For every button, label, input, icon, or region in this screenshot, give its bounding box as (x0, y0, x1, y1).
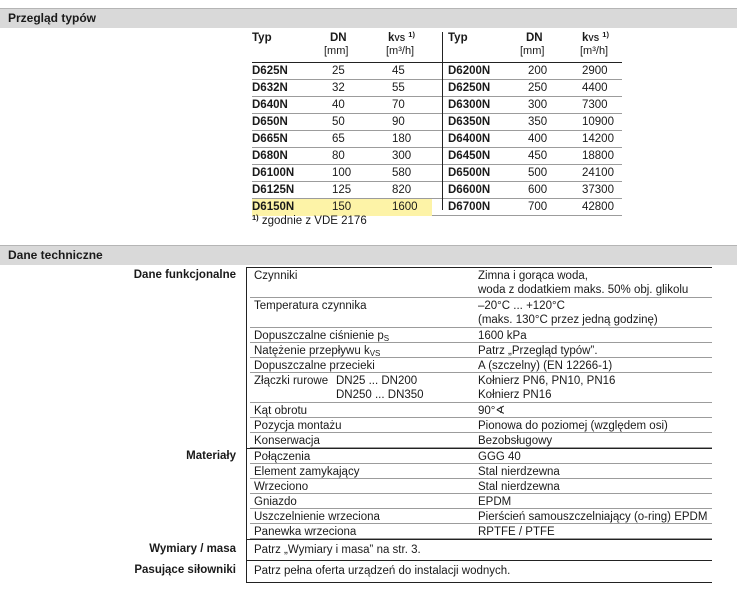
cell-dn: 500 (528, 167, 548, 179)
cell-dn: 25 (332, 65, 345, 77)
dimensions-text: Patrz „Wymiary i masa” na str. 3. (254, 544, 421, 556)
cell-typ: D6400N (448, 133, 491, 145)
tech-row-value-line: A (szczelny) (EN 12266-1) (478, 360, 613, 372)
tech-row-label-text: Dopuszczalne przecieki (254, 360, 375, 372)
tech-row (250, 524, 712, 539)
cell-dn: 250 (528, 82, 548, 94)
tech-row-value-line: woda z dodatkiem maks. 50% obj. glikolu (478, 284, 689, 296)
tech-row (250, 433, 712, 448)
tech-row-value-line: GGG 40 (478, 451, 521, 463)
types-table-header (252, 32, 622, 60)
tech-row-value-line: EPDM (478, 496, 512, 508)
tech-row-label (254, 480, 308, 494)
tech-row-label-text: Panewka wrzeciona (254, 526, 357, 538)
cell-typ: D6450N (448, 150, 491, 162)
cell-dn: 80 (332, 150, 345, 162)
tech-row-value-line: Bezobsługowy (478, 435, 553, 447)
tech-row (250, 563, 712, 579)
header-dn: DN (330, 32, 347, 44)
pipe-size-b: DN250 ... DN350 (336, 389, 424, 401)
group-divider (246, 267, 247, 448)
tech-row-label-text: Dopuszczalne ciśnienie p (254, 330, 384, 342)
tech-row-value-line: 90°∢ (478, 405, 506, 417)
footnote: $^{1)}$ zgodnie z VDE 2176 (252, 213, 367, 227)
tech-row-label (254, 374, 328, 388)
cell-kvs: 10900 (582, 116, 614, 128)
tech-row-value (478, 510, 707, 524)
tech-row-value (478, 299, 658, 327)
tech-row-label-text: Złączki rurowe (254, 375, 329, 387)
tech-row-label (254, 434, 320, 448)
group-divider (246, 560, 247, 582)
group-rule (246, 582, 712, 583)
cell-dn: 400 (528, 133, 548, 145)
cell-dn: 300 (528, 99, 548, 111)
cell-kvs: 70 (392, 99, 405, 111)
cell-kvs: 45 (392, 65, 405, 77)
cell-dn: 50 (332, 116, 345, 128)
cell-dn: 450 (528, 150, 548, 162)
cell-kvs: 4400 (582, 82, 608, 94)
tech-row-value-line: Kołnierz PN6, PN10, PN16 (478, 375, 616, 387)
tech-row-value-line: 1600 kPa (478, 330, 527, 342)
cell-typ: D6600N (448, 184, 491, 196)
tech-row-value-line: (maks. 130°C przez jedną godzinę) (478, 314, 658, 326)
cell-typ: D6300N (448, 99, 491, 111)
cell-kvs: 180 (392, 133, 412, 145)
section-header-technical-data: Dane techniczne (0, 245, 737, 265)
tech-row-label-text: Konserwacja (254, 435, 320, 447)
table-row (252, 97, 622, 114)
tech-row-label (254, 495, 297, 509)
header-dn-right: DN (526, 32, 543, 44)
cell-kvs: 42800 (582, 201, 614, 213)
actuators-text: Patrz pełna oferta urządzeń do instalacji wodnych. (254, 565, 511, 577)
cell-typ: D6700N (448, 201, 491, 213)
tech-row (250, 418, 712, 433)
table-row (252, 63, 622, 80)
group-rule (246, 539, 712, 540)
header-typ-right: Typ (448, 32, 468, 44)
tech-row-label-text: Wrzeciono (254, 481, 309, 493)
table-row (252, 199, 622, 216)
tech-row-label-text: Kąt obrotu (254, 405, 308, 417)
tech-row-value (478, 495, 511, 509)
tech-row-value (478, 359, 612, 373)
tech-row (250, 328, 712, 343)
cell-kvs: 7300 (582, 99, 608, 111)
cell-kvs: 18800 (582, 150, 614, 162)
tech-row-label-text: Uszczelnienie wrzeciona (254, 511, 380, 523)
table-row (252, 80, 622, 97)
tech-row-value (478, 374, 615, 402)
cell-kvs: 1600 (392, 201, 418, 213)
tech-row-label (254, 344, 380, 359)
tech-row-label (254, 269, 297, 283)
tech-row-value (478, 404, 505, 418)
cell-typ: D6150N (252, 201, 295, 213)
tech-row (250, 494, 712, 509)
tech-row-value-line: RPTFE / PTFE (478, 526, 555, 538)
tech-row-label (254, 404, 307, 418)
tech-row-value-line: Pionowa do poziomej (względem osi) (478, 420, 668, 432)
table-row (252, 131, 622, 148)
tech-row-label (254, 450, 310, 464)
tech-row-value (478, 344, 598, 358)
tech-row-value-line: Stal nierdzewna (478, 466, 560, 478)
tech-row (250, 449, 712, 464)
cell-dn: 600 (528, 184, 548, 196)
cell-kvs: 580 (392, 167, 412, 179)
section-header-types: Przegląd typów (0, 8, 737, 28)
tech-row (250, 343, 712, 358)
cell-typ: D6500N (448, 167, 491, 179)
tech-row-value (478, 329, 527, 343)
header-kvs: kVS $^{1)}$ (388, 30, 415, 44)
cell-kvs: 55 (392, 82, 405, 94)
column-divider (442, 32, 443, 210)
tech-row-value (478, 450, 521, 464)
cell-typ: D6100N (252, 167, 295, 179)
tech-row-value-line: Pierścień samouszczelniający (o-ring) EPDM (478, 511, 708, 523)
tech-row-label-text: Pozycja montażu (254, 420, 342, 432)
cell-dn: 100 (332, 167, 352, 179)
cell-dn: 150 (332, 201, 352, 213)
tech-row-label-text: Gniazdo (254, 496, 297, 508)
tech-row (250, 358, 712, 373)
cell-typ: D6125N (252, 184, 295, 196)
tech-row-value-line: –20°C ... +120°C (478, 300, 565, 312)
tech-row-value (478, 465, 560, 479)
tech-row (250, 464, 712, 479)
tech-row-value-line: Zimna i gorąca woda, (478, 270, 588, 282)
tech-row (250, 298, 712, 328)
tech-row (250, 542, 712, 558)
tech-row-value (478, 480, 560, 494)
header-dn-unit-right: [mm] (520, 45, 545, 57)
group-label: Materiały (186, 450, 236, 462)
tech-row-value-line: Kołnierz PN16 (478, 389, 552, 401)
tech-row-label-text: Element zamykający (254, 466, 360, 478)
pipe-size-a: DN25 ... DN200 (336, 375, 418, 387)
tech-row-label (254, 510, 380, 524)
group-divider (246, 539, 247, 560)
cell-typ: D6350N (448, 116, 491, 128)
cell-typ: D650N (252, 116, 288, 128)
group-label: Dane funkcjonalne (133, 269, 236, 281)
tech-row-label-text: Natężenie przepływu k (254, 345, 370, 357)
tech-row-value (478, 434, 552, 448)
header-kvs-unit: [m³/h] (386, 45, 415, 57)
tech-row-label-sub: VS (369, 349, 381, 358)
group-label: Pasujące siłowniki (134, 564, 236, 576)
tech-row (250, 403, 712, 418)
cell-kvs: 300 (392, 150, 412, 162)
cell-dn: 350 (528, 116, 548, 128)
tech-row-value-line: Patrz „Przegląd typów”. (478, 345, 598, 357)
cell-kvs: 90 (392, 116, 405, 128)
cell-dn: 65 (332, 133, 345, 145)
cell-typ: D632N (252, 82, 288, 94)
tech-row-value-line: Stal nierdzewna (478, 481, 560, 493)
table-row (252, 182, 622, 199)
tech-row (250, 509, 712, 524)
tech-row (250, 479, 712, 494)
cell-dn: 200 (528, 65, 548, 77)
cell-kvs: 820 (392, 184, 412, 196)
cell-typ: D640N (252, 99, 288, 111)
cell-kvs: 24100 (582, 167, 614, 179)
tech-row-label-text: Czynniki (254, 270, 298, 282)
cell-typ: D6200N (448, 65, 491, 77)
cell-dn: 32 (332, 82, 345, 94)
tech-row-value (478, 269, 688, 297)
group-label: Wymiary / masa (149, 543, 236, 555)
header-kvs-right: kVS $^{1)}$ (582, 30, 609, 44)
tech-row-label (254, 419, 342, 433)
cell-kvs: 37300 (582, 184, 614, 196)
cell-kvs: 2900 (582, 65, 608, 77)
group-divider (246, 448, 247, 539)
tech-row (250, 268, 712, 298)
cell-typ: D665N (252, 133, 288, 145)
tech-row-value (478, 525, 555, 539)
cell-kvs: 14200 (582, 133, 614, 145)
tech-row-label-sub: S (383, 334, 390, 343)
group-rule (246, 560, 712, 561)
table-row (252, 148, 622, 165)
header-kvs-unit-right: [m³/h] (580, 45, 609, 57)
tech-row-label (254, 525, 356, 539)
cell-dn: 40 (332, 99, 345, 111)
tech-row-label (254, 329, 389, 344)
tech-row-label-text: Połączenia (254, 451, 311, 463)
cell-dn: 700 (528, 201, 548, 213)
cell-typ: D680N (252, 150, 288, 162)
cell-typ: D6250N (448, 82, 491, 94)
cell-dn: 125 (332, 184, 352, 196)
tech-row-label (254, 359, 375, 373)
header-typ: Typ (252, 32, 272, 44)
header-dn-unit: [mm] (324, 45, 349, 57)
table-row (252, 165, 622, 182)
tech-row-label-text: Temperatura czynnika (254, 300, 367, 312)
tech-row-value (478, 419, 668, 433)
tech-row-label (254, 299, 367, 313)
tech-row-label (254, 465, 359, 479)
table-row (252, 114, 622, 131)
cell-typ: D625N (252, 65, 288, 77)
tech-row (250, 373, 712, 403)
